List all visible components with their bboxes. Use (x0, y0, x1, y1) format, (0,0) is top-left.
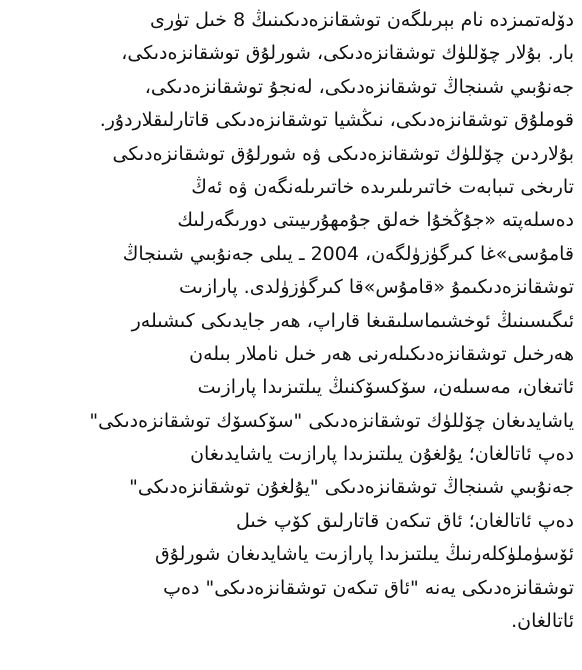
text-line: دەپ ئاتالغان؛ ئاق تىكەن قاتارلىق كۆپ خىل (235, 509, 574, 532)
text-line: ھەرخىل توشقانزەدىكىلەرنى ھەر خىل ناملار بىلەن (189, 342, 574, 365)
text-line: توشقانزەدىكى يەنە "ئاق تىكەن توشقانزەدىكى" دەپ (163, 576, 574, 599)
text-line: ئۆسۈملۈكلەرنىڭ يىلتىزىدا پارازىت ياشايدىغان شورلۇق (155, 543, 574, 566)
text-line: توشقانزەدىكىمۇ «قامۇس»قا كىرگۈزۈلدى. پارازىت (178, 276, 574, 299)
text-line: تارىخى تىبابەت خاتىرىلىرىدە خاتىرىلەنگەن ۋە ئەڭ (191, 175, 574, 198)
body-text (8, 4, 574, 638)
text-line: قامۇسى»غا كىرگۈزۈلگەن، 2004 ـ يىلى جەنۇبىي شىنجاڭ (122, 242, 574, 265)
text-line: دەپ ئاتالغان؛ يۇلغۇن يىلتىزىدا پارازىت ياشايدىغان (190, 443, 574, 466)
text-line: ئاتالغان. (511, 610, 574, 633)
text-line: ياشايدىغان چۆللۈك توشقانزەدىكى "سۆكسۆك توشقانزەدىكى" (89, 409, 574, 432)
text-line: قوملۇق توشقانزەدىكى، نىڭشيا توشقانزەدىكى قاتارلىقلاردۇر. (99, 109, 574, 132)
text-line: جەنۇبىي شىنجاڭ توشقانزەدىكى، لەنجۇ توشقانزەدىكى، (144, 75, 574, 98)
text-line: بار. بۇلار چۆللۈك توشقانزەدىكى، شورلۇق توشقانزەدىكى، (121, 42, 574, 65)
text-line: دەسلەپتە «جۇڭخۇا خەلق جۇمھۇرىيىتى دورىگەرلىك (177, 209, 574, 232)
text-line: ئىگىسىنىڭ ئوخشىماسلىقىغا قاراپ، ھەر جايدىكى كىشىلەر (131, 309, 574, 332)
text-line: بۇلاردىن چۆللۈك توشقانزەدىكى ۋە شورلۇق توشقانزەدىكى (112, 142, 574, 165)
text-line: ئاتىغان، مەسىلەن، سۆكسۆكنىڭ يىلتىزىدا پارازىت (197, 376, 574, 399)
text-line: جەنۇبىي شىنجاڭ توشقانزەدىكى "يۇلغۇن توشقانزەدىكى" (129, 476, 574, 499)
text-line: دۆلەتمىزدە نام بېرىلگەن توشقانزەدىكىنىڭ 8 خىل تۈرى (149, 9, 574, 31)
